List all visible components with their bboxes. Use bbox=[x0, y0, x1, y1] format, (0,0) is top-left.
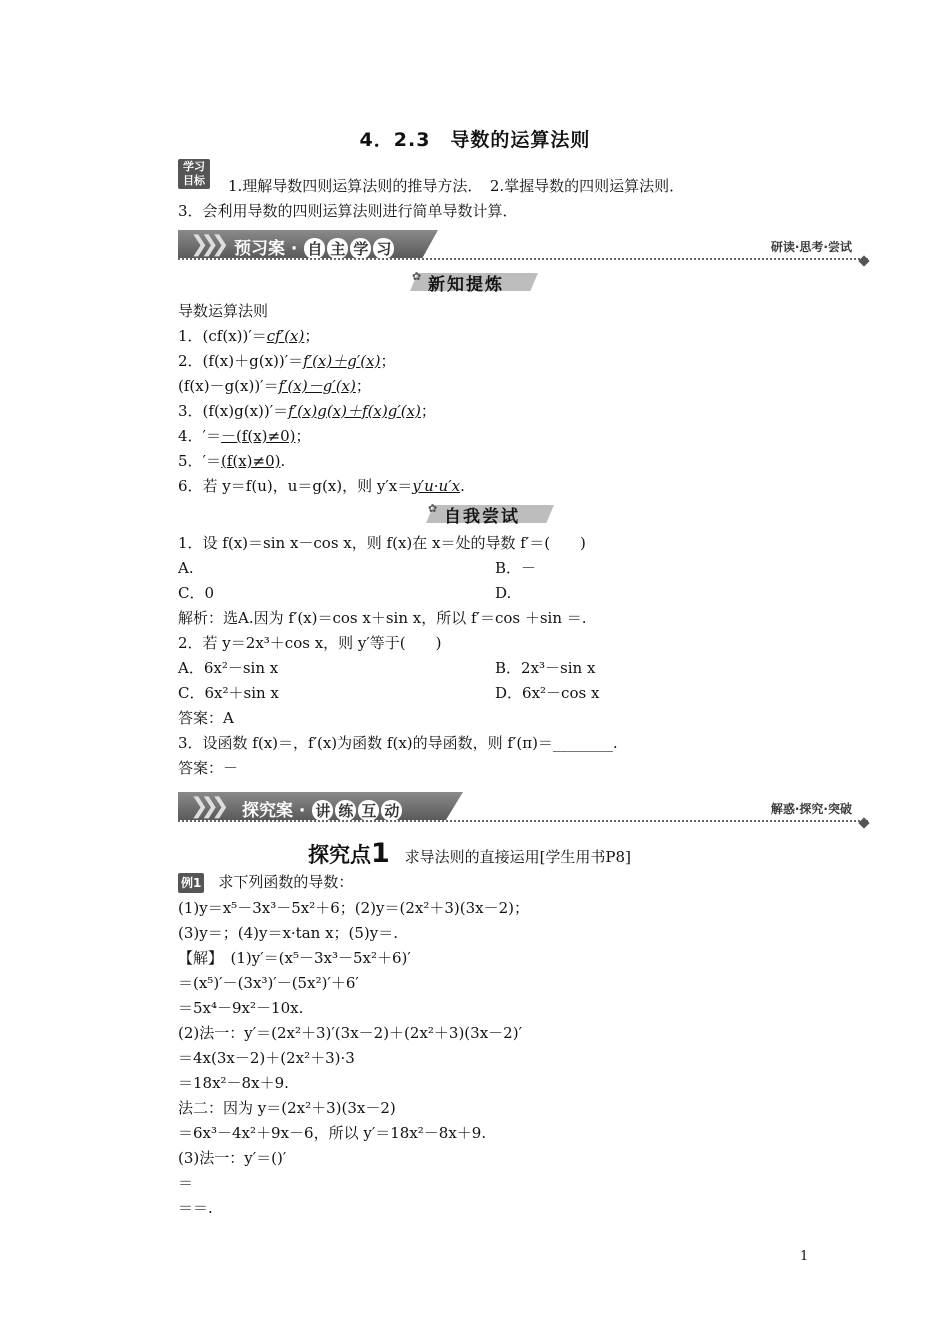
example-line: (1)y＝x⁵－3x³－5x²＋6；(2)y＝(2x²＋3)(3x－2)； bbox=[178, 899, 530, 917]
rule-answer: (f(x)≠0) bbox=[220, 452, 281, 470]
banner-pill: 学 bbox=[350, 238, 371, 259]
example-1-stem bbox=[178, 872, 353, 893]
banner-main-text: 预习案 bbox=[234, 239, 285, 259]
subheading-text: 新知提炼 bbox=[428, 275, 504, 295]
point-label: 探究点 bbox=[308, 843, 371, 867]
badge-top-text: 学习 bbox=[183, 160, 205, 173]
rule-answer: cf′(x) bbox=[266, 327, 305, 345]
dotted-rule bbox=[178, 820, 868, 822]
learning-goals-badge bbox=[178, 159, 210, 189]
banner-pill: 讲 bbox=[312, 800, 333, 821]
example-line: (3)y＝；(4)y＝x·tan x；(5)y＝. bbox=[178, 924, 399, 942]
rule-text: 5．′＝ bbox=[178, 452, 221, 470]
rule-text: 4．′＝ bbox=[178, 427, 221, 445]
banner-dot: · bbox=[298, 801, 306, 821]
explore-point-heading bbox=[308, 838, 631, 869]
subheading-text: 自我尝试 bbox=[444, 507, 520, 527]
rule-6 bbox=[178, 476, 465, 496]
banner-right-label: 研读·思考·尝试 bbox=[770, 240, 852, 254]
rule-1 bbox=[178, 326, 319, 346]
solution-line: 法二：因为 y＝(2x²＋3)(3x－2) bbox=[178, 1099, 396, 1117]
goal-line-2: 3．会利用导数的四则运算法则进行简单导数计算． bbox=[178, 202, 518, 220]
rule-end: . bbox=[280, 452, 286, 470]
subheading-new-knowledge bbox=[410, 270, 540, 294]
page-number: 1 bbox=[800, 1249, 809, 1264]
rule-end: ； bbox=[304, 327, 320, 345]
rule-answer: －(f(x)≠0) bbox=[220, 427, 296, 445]
banner-dot: · bbox=[290, 239, 298, 259]
banner-pill: 互 bbox=[358, 800, 379, 821]
page-title: 4．2.3 导数的运算法则 bbox=[359, 129, 591, 151]
point-number: 1 bbox=[371, 838, 390, 869]
example-stem-text: 求下列函数的导数： bbox=[218, 873, 354, 891]
banner-pill: 练 bbox=[335, 800, 356, 821]
q3-stem: 3．设函数 f(x)＝，f′(x)为函数 f(x)的导函数，则 f′(π)＝________. bbox=[178, 734, 618, 752]
rule-3 bbox=[178, 401, 436, 421]
double-chevron-icon: ❯❯❯ bbox=[190, 794, 222, 819]
q2-answer: 答案：A bbox=[178, 709, 234, 727]
solution-line: (2)法一：y′＝(2x²＋3)′(3x－2)＋(2x²＋3)(3x－2)′ bbox=[178, 1024, 522, 1042]
solution-line: ＝＝. bbox=[178, 1199, 213, 1217]
flower-icon: ✿ bbox=[428, 502, 438, 515]
rule-end: ； bbox=[420, 402, 436, 420]
banner-right-label: 解惑·探究·突破 bbox=[770, 802, 852, 816]
q1-analysis: 解析：选A.因为 f′(x)＝cos x＋sin x，所以 f′＝cos ＋sin ＝. bbox=[178, 609, 587, 627]
rule-4 bbox=[178, 426, 311, 446]
rule-text: 6．若 y＝f(u)，u＝g(x)，则 y′x＝ bbox=[178, 477, 413, 495]
solution-line: ＝(x⁵)′－(3x³)′－(5x²)′＋6′ bbox=[178, 974, 359, 992]
banner-pill: 主 bbox=[327, 238, 348, 259]
q1-stem: 1．设 f(x)＝sin x－cos x，则 f(x)在 x＝处的导数 f′＝( ) bbox=[178, 534, 586, 552]
rule-end: ； bbox=[295, 427, 311, 445]
banner-title bbox=[234, 234, 395, 259]
rule-text: 2．(f(x)＋g(x))′＝ bbox=[178, 352, 304, 370]
rule-2a bbox=[178, 351, 395, 371]
badge-bottom-text: 目标 bbox=[183, 174, 205, 187]
rule-end: . bbox=[460, 477, 465, 495]
banner-pill: 自 bbox=[304, 238, 325, 259]
q2-stem: 2．若 y＝2x³＋cos x，则 y′等于( ) bbox=[178, 634, 442, 652]
rules-heading: 导数运算法则 bbox=[178, 302, 269, 320]
banner-pill: 动 bbox=[381, 800, 402, 821]
rule-end: ； bbox=[380, 352, 396, 370]
q2-option-d: D．6x²－cos x bbox=[495, 684, 600, 702]
rule-5 bbox=[178, 451, 285, 471]
banner-main-text: 探究案 bbox=[242, 801, 293, 821]
rule-answer: f′(x)g(x)＋f(x)g′(x) bbox=[288, 402, 421, 420]
dotted-rule bbox=[178, 258, 868, 260]
solution-line: 【解】 (1)y′＝(x⁵－3x³－5x²＋6)′ bbox=[178, 949, 411, 967]
solution-line: ＝18x²－8x＋9. bbox=[178, 1074, 289, 1092]
q1-option-c: C．0 bbox=[178, 584, 215, 602]
solution-line: ＝ bbox=[178, 1174, 194, 1192]
solution-line: ＝6x³－4x²＋9x－6，所以 y′＝18x²－8x＋9. bbox=[178, 1124, 487, 1142]
q2-option-a: A．6x²－sin x bbox=[178, 659, 279, 677]
q1-option-b: B．－ bbox=[495, 559, 537, 577]
rule-text: 3．(f(x)g(x))′＝ bbox=[178, 402, 289, 420]
solution-line: (3)法一：y′＝()′ bbox=[178, 1149, 287, 1167]
banner-pill: 习 bbox=[373, 238, 394, 259]
q3-answer: 答案：－ bbox=[178, 759, 239, 777]
q2-option-c: C．6x²＋sin x bbox=[178, 684, 279, 702]
solution-line: ＝4x(3x－2)＋(2x²＋3)·3 bbox=[178, 1049, 355, 1067]
rule-answer: f′(x)－g′(x) bbox=[278, 377, 356, 395]
section-banner-explore bbox=[178, 792, 868, 822]
rule-text: (f(x)－g(x))′＝ bbox=[178, 377, 279, 395]
banner-title bbox=[242, 796, 403, 821]
q1-option-d: D. bbox=[495, 584, 512, 602]
rule-answer: y′u·u′x bbox=[412, 477, 461, 495]
q1-option-a: A. bbox=[178, 559, 194, 577]
goal-line-1: 1.理解导数四则运算法则的推导方法． 2.掌握导数的四则运算法则． bbox=[228, 177, 685, 195]
rule-answer: f′(x)＋g′(x) bbox=[303, 352, 381, 370]
section-banner-preview bbox=[178, 230, 868, 260]
example-tag: 例1 bbox=[178, 873, 204, 893]
subheading-self-test bbox=[426, 502, 556, 526]
point-description: 求导法则的直接运用[学生用书P8] bbox=[404, 848, 631, 866]
rule-2b bbox=[178, 376, 371, 396]
rule-end: ； bbox=[355, 377, 371, 395]
rule-text: 1．(cf(x))′＝ bbox=[178, 327, 267, 345]
double-chevron-icon: ❯❯❯ bbox=[190, 232, 222, 257]
q2-option-b: B．2x³－sin x bbox=[495, 659, 596, 677]
solution-line: ＝5x⁴－9x²－10x. bbox=[178, 999, 304, 1017]
flower-icon: ✿ bbox=[412, 270, 422, 283]
